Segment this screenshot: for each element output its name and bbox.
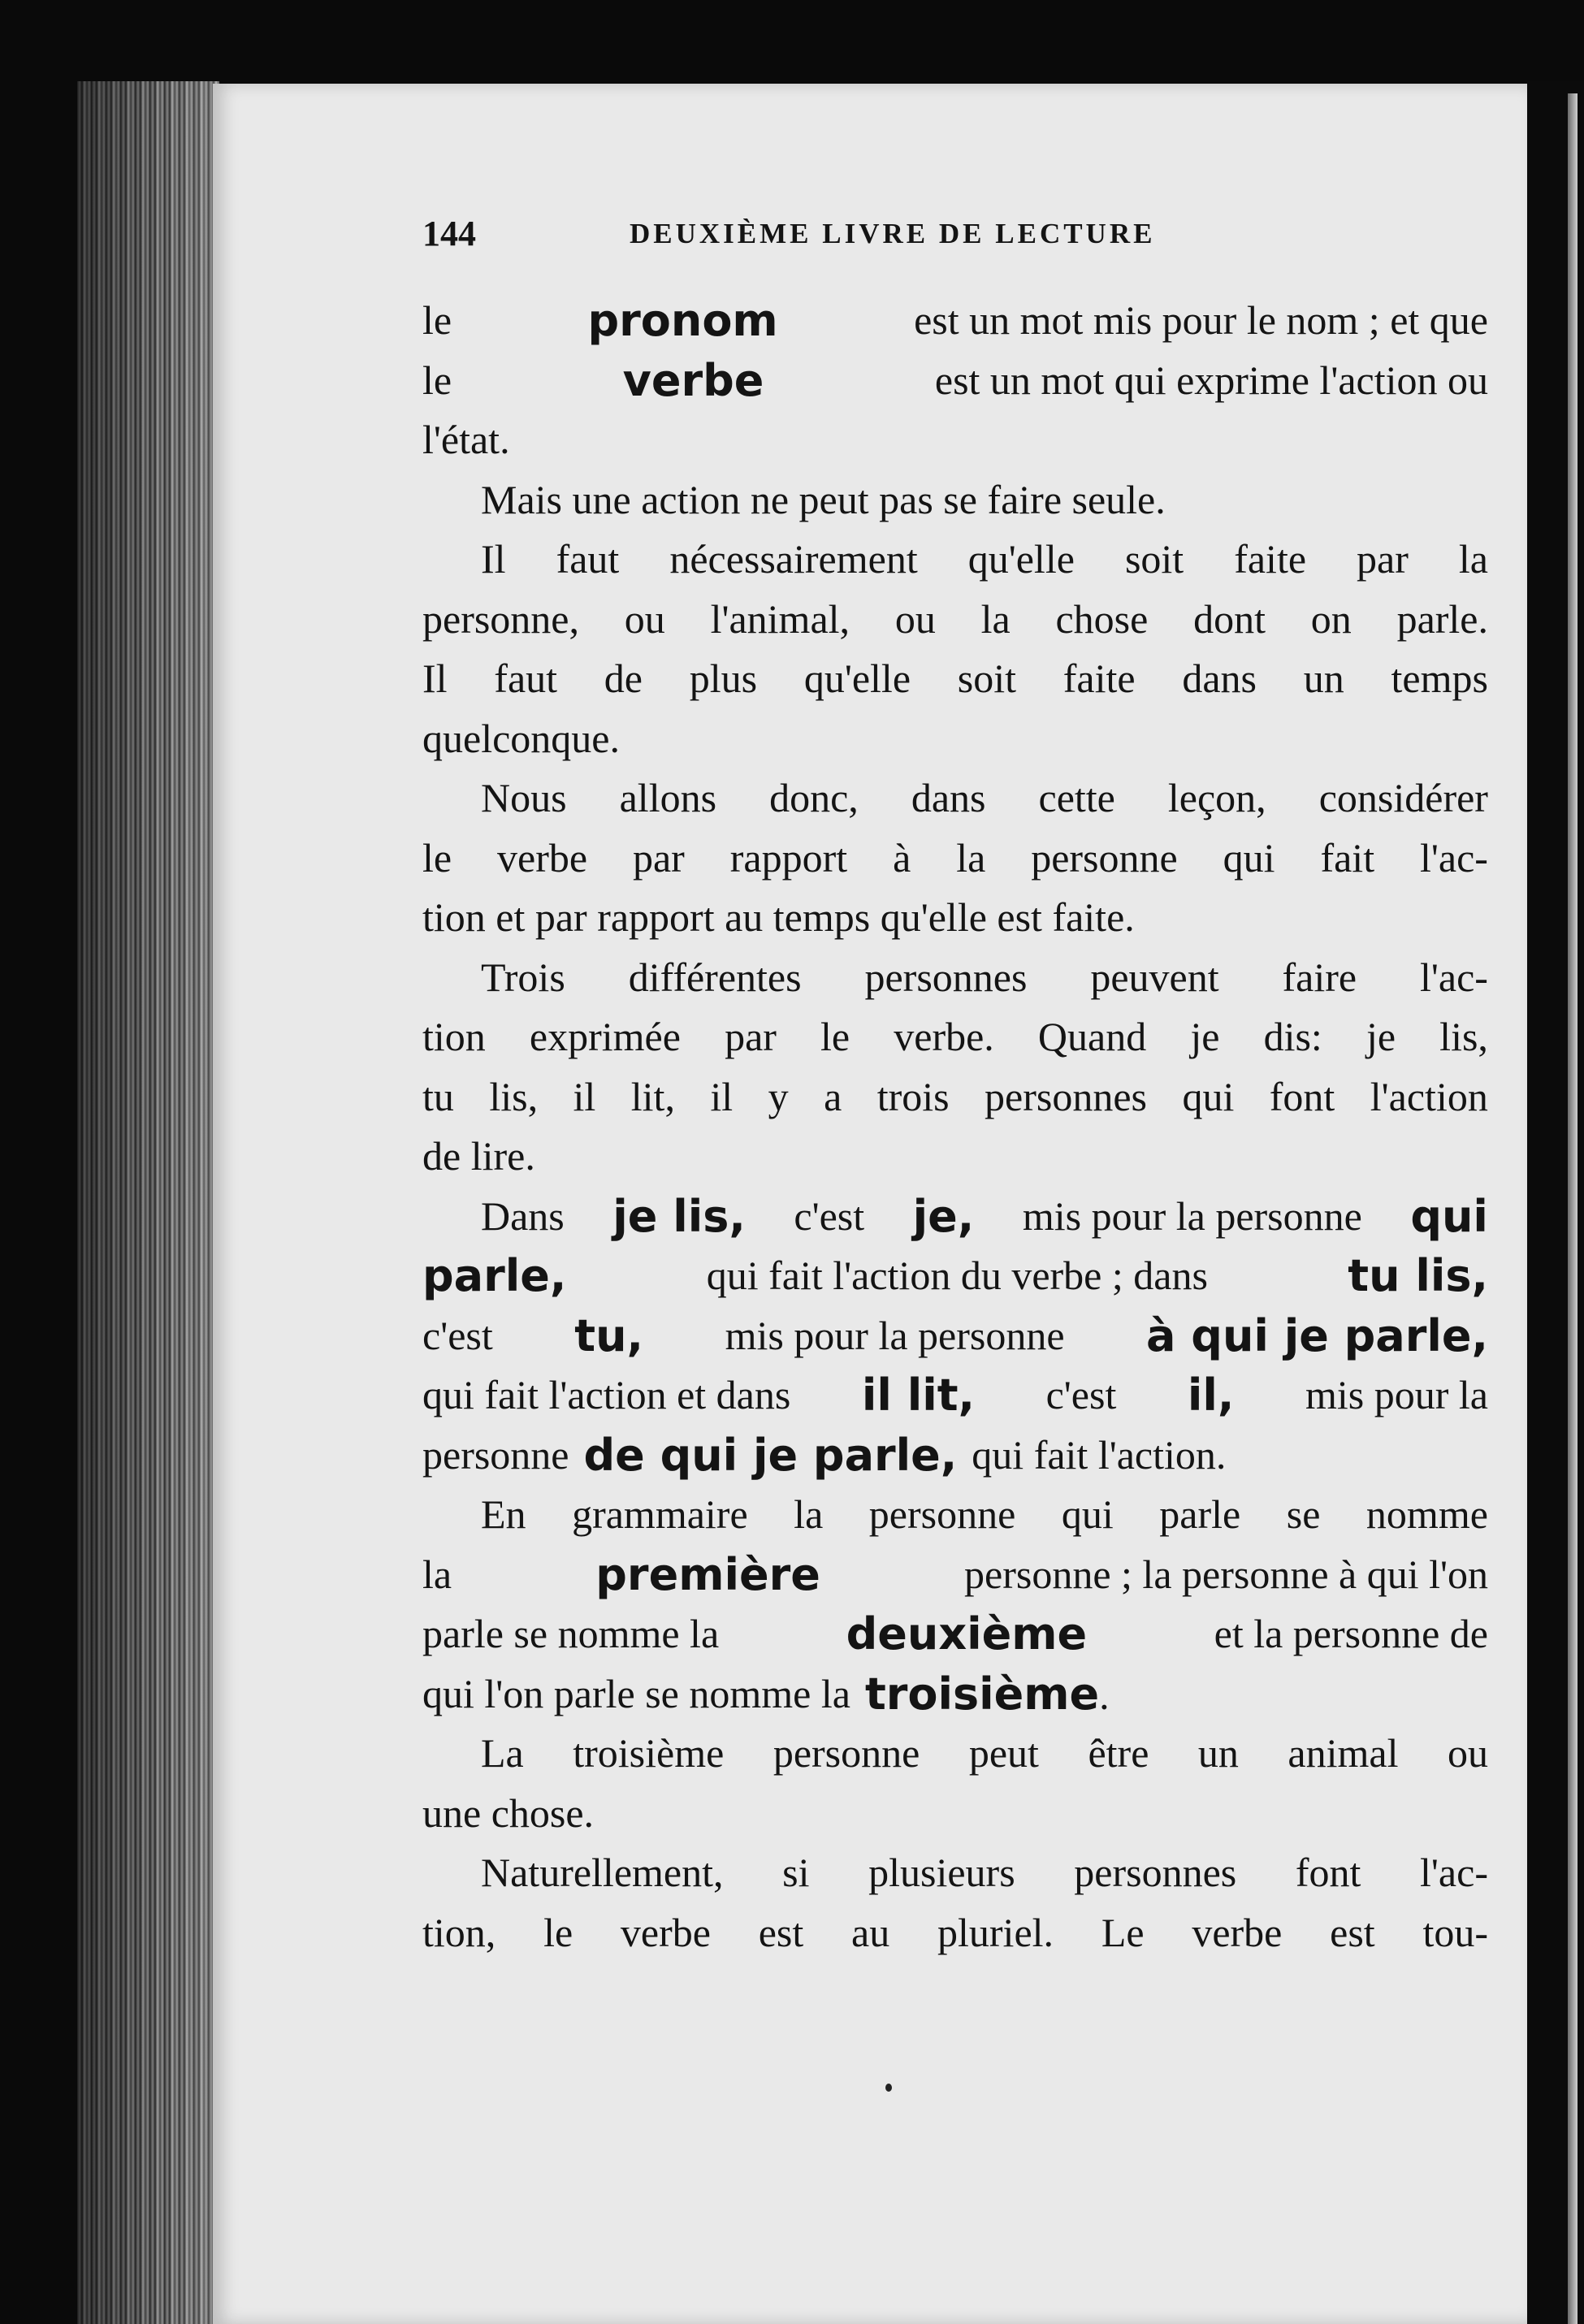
text-line <box>422 1485 1488 1545</box>
text-run: quelconque. <box>422 715 620 761</box>
word: par <box>1357 536 1409 582</box>
word: verbe <box>620 1909 711 1955</box>
word: soit <box>1124 536 1184 582</box>
text-line <box>422 829 1488 889</box>
word: la <box>1458 536 1488 582</box>
word: la <box>422 1551 452 1597</box>
text-run: personne ; la personne à qui l'on <box>964 1551 1488 1597</box>
word: personnes <box>1074 1850 1237 1895</box>
word: peuvent <box>1090 954 1219 1000</box>
word: ou <box>894 595 936 642</box>
word: Dans <box>481 1192 565 1239</box>
word: verbe <box>1192 1909 1283 1955</box>
page-number: 144 <box>422 214 476 253</box>
word: qu'elle <box>967 536 1075 582</box>
text-line <box>422 1306 1488 1366</box>
word: temps <box>1391 656 1488 701</box>
word: cette <box>1038 775 1115 820</box>
bold-term: je, <box>912 1190 975 1242</box>
word: personne <box>422 1431 569 1478</box>
text-run: mis pour la personne <box>725 1312 1065 1358</box>
word: nécessairement <box>669 536 918 582</box>
word: par <box>725 1014 777 1059</box>
word: est <box>758 1909 804 1955</box>
text-line <box>422 768 1488 829</box>
word: tion <box>422 1014 486 1059</box>
word: la <box>980 595 1011 642</box>
word: le <box>422 357 452 403</box>
word: animal <box>1288 1730 1399 1776</box>
word: Naturellement, <box>481 1850 724 1895</box>
text-run: l'état. <box>422 417 510 462</box>
body-text <box>422 291 1488 1963</box>
bold-term: il lit, <box>861 1370 976 1421</box>
word: faire <box>1282 954 1357 1000</box>
bold-term-deuxieme: deuxième <box>846 1608 1088 1660</box>
bold-term-troisieme: troisième <box>864 1668 1100 1720</box>
text-line <box>422 1007 1488 1067</box>
word: Nous <box>481 775 567 820</box>
word: l'ac- <box>1420 834 1488 881</box>
word: c'est <box>1045 1372 1117 1417</box>
word: dans <box>911 775 986 820</box>
text-run: une chose. <box>422 1790 595 1836</box>
word: La <box>481 1730 524 1776</box>
word: il <box>710 1073 734 1119</box>
word: faut <box>494 656 558 701</box>
word: qui <box>1223 834 1275 881</box>
text-line <box>422 1246 1488 1306</box>
text-run: mis pour la <box>1305 1372 1488 1417</box>
text-run: Mais une action ne peut pas se faire seule. <box>481 476 1166 522</box>
bold-term: tu lis, <box>1348 1250 1488 1301</box>
text-line <box>422 649 1488 709</box>
bold-term: de qui je parle, <box>583 1429 958 1481</box>
bold-term-premiere: première <box>595 1548 820 1600</box>
word: qui <box>1182 1073 1235 1119</box>
text-line <box>422 1426 1488 1486</box>
text-line <box>422 1903 1488 1963</box>
ink-speck <box>885 2084 892 2092</box>
text-run: tion et par rapport au temps qu'elle est faite. <box>422 894 1135 940</box>
word: font <box>1269 1073 1335 1119</box>
word: personnes <box>864 954 1028 1000</box>
text-line <box>422 1604 1488 1664</box>
word: c'est <box>422 1312 493 1358</box>
word: est <box>1330 1909 1375 1955</box>
word: y <box>768 1073 789 1119</box>
text-line <box>422 410 1488 470</box>
bold-term-verbe: verbe <box>622 354 764 406</box>
bold-term: à qui je parle, <box>1146 1309 1488 1361</box>
bold-term: parle, <box>422 1250 567 1301</box>
next-page-edge <box>1568 93 1578 2324</box>
text-run: mis pour la personne <box>1022 1192 1362 1239</box>
text-run: est un mot qui exprime l'action ou <box>934 357 1488 403</box>
word: dont <box>1193 595 1266 642</box>
word: En <box>481 1491 526 1537</box>
text-run: de lire. <box>422 1133 535 1179</box>
word: Trois <box>481 954 565 1000</box>
text-line <box>422 1067 1488 1127</box>
word: leçon, <box>1167 775 1266 820</box>
word: ou <box>1448 1730 1488 1776</box>
word: a <box>824 1073 842 1119</box>
word: donc, <box>769 775 859 820</box>
word: l'ac- <box>1420 954 1488 1000</box>
word: qui <box>1061 1491 1114 1537</box>
text-run: est un mot mis pour le nom ; et que <box>914 297 1488 343</box>
word: personnes <box>985 1073 1147 1119</box>
word: il <box>573 1073 596 1119</box>
text-line <box>422 1365 1488 1426</box>
text-line <box>422 530 1488 590</box>
word: personne <box>1031 834 1178 881</box>
word: plus <box>689 656 758 701</box>
word: fait <box>1320 834 1375 881</box>
running-head: DEUXIÈME LIVRE DE LECTURE <box>630 218 1156 249</box>
bold-term: qui <box>1410 1190 1488 1242</box>
word: verbe. <box>894 1014 994 1059</box>
text-line <box>422 1724 1488 1784</box>
word: exprimée <box>529 1014 681 1059</box>
text-line <box>422 470 1488 530</box>
text-line <box>422 291 1488 351</box>
word: à <box>893 834 911 881</box>
text-line <box>422 1545 1488 1605</box>
word: être <box>1088 1730 1149 1776</box>
word: tou- <box>1422 1909 1488 1955</box>
word: plusieurs <box>868 1850 1015 1895</box>
word: l'animal, <box>710 595 850 642</box>
word: se <box>1286 1491 1321 1537</box>
text-line <box>422 948 1488 1008</box>
word: font <box>1295 1850 1361 1895</box>
word: parle. <box>1396 595 1488 642</box>
word: Il <box>422 656 448 701</box>
word: un <box>1303 656 1344 701</box>
word: un <box>1197 1730 1239 1776</box>
word: considérer <box>1318 775 1488 820</box>
word: faite <box>1062 656 1136 701</box>
word: tu <box>422 1073 454 1119</box>
text-line <box>422 1187 1488 1247</box>
word: le <box>820 1014 850 1059</box>
text-line <box>422 1784 1488 1844</box>
word: trois <box>876 1073 950 1119</box>
text-run: qui fait l'action et dans <box>422 1372 791 1417</box>
word: faut <box>556 536 620 582</box>
text-run: et la personne de <box>1214 1611 1488 1656</box>
text-run: qui fait l'action du verbe ; dans <box>706 1253 1208 1298</box>
word: verbe <box>497 834 588 881</box>
word: Il <box>481 536 506 582</box>
text-line <box>422 709 1488 769</box>
word: au <box>851 1909 890 1955</box>
word: lit, <box>630 1073 675 1119</box>
word: personne, <box>422 595 579 642</box>
word: la <box>794 1491 824 1537</box>
word: différentes <box>628 954 802 1000</box>
text-run: qui fait l'action. <box>972 1431 1227 1478</box>
word: personne <box>773 1730 920 1776</box>
word: Quand <box>1037 1014 1147 1059</box>
word: si <box>782 1850 810 1895</box>
word: faite <box>1234 536 1307 582</box>
text-line <box>422 351 1488 411</box>
word: je <box>1190 1014 1220 1059</box>
word: c'est <box>794 1192 865 1239</box>
text-line <box>422 1843 1488 1903</box>
word: je <box>1365 1014 1396 1059</box>
word: le <box>422 834 452 881</box>
word: rapport <box>729 834 848 881</box>
word: pluriel. <box>937 1909 1054 1955</box>
word: tion, <box>422 1909 496 1955</box>
word: nomme <box>1365 1491 1488 1537</box>
bold-term: il, <box>1187 1370 1235 1421</box>
word: dis: <box>1263 1014 1322 1059</box>
word: qu'elle <box>803 656 911 701</box>
word: lis, <box>489 1073 539 1119</box>
word: grammaire <box>572 1491 748 1537</box>
word: par <box>632 834 685 881</box>
word: dans <box>1182 656 1257 701</box>
word: parle <box>1159 1491 1241 1537</box>
text-line <box>422 1664 1488 1725</box>
word: Le <box>1101 1909 1145 1955</box>
word: l'ac- <box>1420 1850 1488 1895</box>
text-line <box>422 590 1488 650</box>
word: le <box>543 1909 573 1955</box>
word: peut <box>968 1730 1039 1776</box>
word: le <box>422 297 452 343</box>
word: allons <box>619 775 717 820</box>
text-line <box>422 1127 1488 1187</box>
word: on <box>1310 595 1352 642</box>
bold-term-troisieme-group <box>865 1664 1110 1725</box>
text-run: parle se nomme la <box>422 1611 720 1656</box>
bold-term: tu, <box>574 1309 644 1361</box>
text-run: qui l'on parle se nomme la <box>422 1670 850 1716</box>
word: personne <box>868 1491 1016 1537</box>
period: . <box>1099 1672 1110 1718</box>
word: chose <box>1055 595 1149 642</box>
word: l'action <box>1370 1073 1488 1119</box>
word: ou <box>624 595 665 642</box>
word: lis, <box>1439 1014 1488 1059</box>
bold-term-pronom: pronom <box>587 295 778 346</box>
word: de <box>604 656 643 701</box>
bold-term: je lis, <box>612 1190 746 1242</box>
word: la <box>956 834 986 881</box>
spine-shadow <box>77 81 219 2324</box>
word: soit <box>957 656 1017 701</box>
word: troisième <box>573 1730 725 1776</box>
text-line <box>422 888 1488 948</box>
